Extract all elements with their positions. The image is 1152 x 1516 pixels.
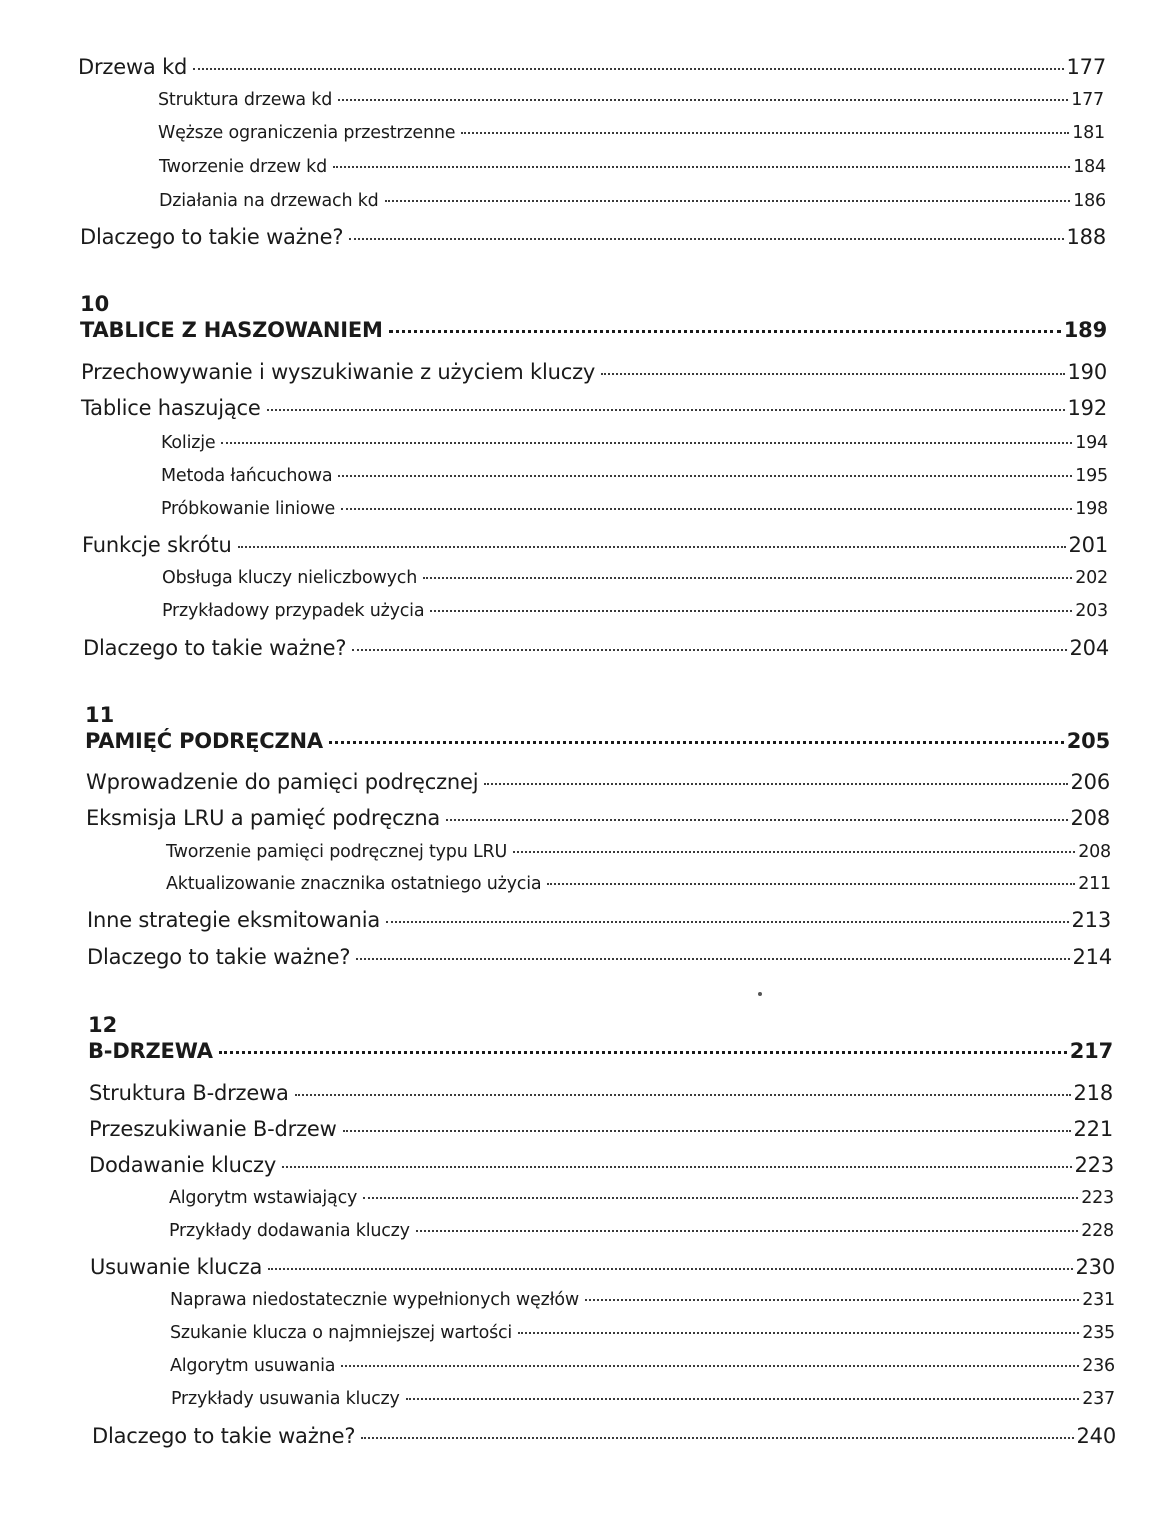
toc-entry-page: 177 [1066, 55, 1106, 79]
toc-subentry [166, 874, 1111, 894]
toc-entry-page: 223 [1081, 1188, 1114, 1208]
toc-entry [78, 55, 1106, 79]
toc-entry-title: Inne strategie eksmitowania [87, 908, 381, 932]
toc-subentry [161, 433, 1108, 453]
dot-leader [461, 132, 1069, 134]
toc-entry-page: 213 [1071, 908, 1111, 932]
toc-subentry [169, 1221, 1114, 1241]
toc-entry-title: Metoda łańcuchowa [161, 466, 333, 486]
toc-entry-page: 186 [1073, 191, 1106, 211]
dot-leader [333, 166, 1070, 168]
toc-entry-title: Kolizje [161, 433, 216, 453]
toc-entry-title: Dodawanie kluczy [89, 1153, 277, 1177]
toc-subentry [162, 601, 1108, 621]
chapter-title [88, 1039, 1113, 1063]
toc-entry-title: Działania na drzewach kd [159, 191, 379, 211]
chapter-title [80, 318, 1107, 342]
dot-leader [363, 1197, 1078, 1199]
chapter-title [85, 729, 1110, 753]
toc-entry-title: Usuwanie klucza [90, 1255, 263, 1279]
dot-leader [338, 475, 1072, 477]
toc-entry [86, 770, 1110, 794]
toc-entry [81, 360, 1107, 384]
toc-entry-title: Obsługa kluczy nieliczbowych [162, 568, 418, 588]
dot-leader [352, 649, 1066, 651]
dot-leader [282, 1166, 1071, 1168]
toc-subentry [159, 191, 1106, 211]
dot-leader [349, 238, 1063, 240]
toc-entry-title: Tworzenie drzew kd [159, 157, 328, 177]
dot-leader [423, 577, 1072, 579]
toc-entry-page: 195 [1075, 466, 1108, 486]
toc-subentry [169, 1188, 1114, 1208]
toc-entry-page: 208 [1078, 842, 1111, 862]
toc-subentry [170, 1356, 1115, 1376]
toc-entry [87, 945, 1112, 969]
toc-entry-page: 211 [1078, 874, 1111, 894]
toc-entry-page: 231 [1082, 1290, 1115, 1310]
toc-entry-title: Przykładowy przypadek użycia [162, 601, 425, 621]
toc-subentry [171, 1389, 1115, 1409]
dot-leader [484, 783, 1067, 785]
dot-leader [221, 442, 1072, 444]
toc-entry-page: 206 [1070, 770, 1110, 794]
chapter-number: 12 [88, 1013, 118, 1037]
toc-entry-page: 208 [1070, 806, 1110, 830]
toc-entry-page: 204 [1069, 636, 1109, 660]
toc-entry-page: 214 [1072, 945, 1112, 969]
toc-entry-title: Szukanie klucza o najmniejszej wartości [170, 1323, 513, 1343]
toc-subentry [158, 90, 1104, 110]
toc-entry-page: 236 [1082, 1356, 1115, 1376]
toc-entry-title: Dlaczego to takie ważne? [80, 225, 344, 249]
dot-leader [386, 921, 1068, 923]
toc-entry-page: 237 [1082, 1389, 1115, 1409]
toc-entry-title: Dlaczego to takie ważne? [87, 945, 351, 969]
dot-leader [430, 610, 1072, 612]
dot-leader [295, 1094, 1071, 1096]
toc-entry-title: Funkcje skrótu [82, 533, 232, 557]
toc-entry-title: Próbkowanie liniowe [161, 499, 336, 519]
toc-entry-title: Eksmisja LRU a pamięć podręczna [86, 806, 441, 830]
toc-entry [92, 1424, 1116, 1448]
toc-entry-title: Tablice haszujące [81, 396, 261, 420]
toc-subentry [161, 466, 1108, 486]
toc-entry-page: 198 [1075, 499, 1108, 519]
toc-entry-page: 184 [1073, 157, 1106, 177]
toc-entry-page: 235 [1082, 1323, 1115, 1343]
toc-entry-page: 192 [1067, 396, 1107, 420]
toc-entry-title: Przeszukiwanie B-drzew [89, 1117, 337, 1141]
toc-subentry [159, 157, 1106, 177]
toc-entry-title: Struktura B-drzewa [89, 1081, 289, 1105]
dot-leader [385, 200, 1071, 202]
toc-entry-page: 240 [1076, 1424, 1116, 1448]
toc-entry-title: Aktualizowanie znacznika ostatniego użycia [166, 874, 542, 894]
dot-leader [219, 1051, 1067, 1054]
dot-leader [343, 1130, 1071, 1132]
dot-leader [547, 883, 1075, 885]
toc-entry-title: Węższe ograniczenia przestrzenne [158, 123, 456, 143]
toc-entry-page: 218 [1073, 1081, 1113, 1105]
dot-leader [406, 1398, 1080, 1400]
dot-leader [341, 508, 1072, 510]
toc-entry-title: Tworzenie pamięci podręcznej typu LRU [166, 842, 508, 862]
toc-entry-page: 202 [1075, 568, 1108, 588]
toc-subentry [158, 123, 1105, 143]
toc-entry [83, 636, 1109, 660]
toc-entry [90, 1255, 1115, 1279]
scan-speck [758, 992, 762, 996]
toc-entry-page: 228 [1081, 1221, 1114, 1241]
toc-entry [86, 806, 1110, 830]
dot-leader [513, 851, 1075, 853]
dot-leader [356, 958, 1069, 960]
toc-entry-page: 223 [1074, 1153, 1114, 1177]
toc-entry [82, 533, 1108, 557]
toc-entry-title: Dlaczego to takie ważne? [92, 1424, 356, 1448]
dot-leader [601, 373, 1064, 375]
toc-entry-title: Drzewa kd [78, 55, 188, 79]
toc-entry-title: TABLICE Z HASZOWANIEM [80, 318, 383, 342]
dot-leader [585, 1299, 1079, 1301]
toc-entry-title: PAMIĘĆ PODRĘCZNA [85, 729, 323, 753]
toc-entry-page: 230 [1075, 1255, 1115, 1279]
toc-entry-title: Przykłady usuwania kluczy [171, 1389, 400, 1409]
toc-subentry [161, 499, 1108, 519]
toc-entry-page: 201 [1068, 533, 1108, 557]
toc-entry-page: 217 [1069, 1039, 1113, 1063]
toc-entry-title: Dlaczego to takie ważne? [83, 636, 347, 660]
dot-leader [268, 1268, 1072, 1270]
toc-entry-title: Wprowadzenie do pamięci podręcznej [86, 770, 479, 794]
dot-leader [238, 546, 1066, 548]
toc-entry-title: Algorytm wstawiający [169, 1188, 358, 1208]
toc-entry [89, 1153, 1114, 1177]
toc-entry [89, 1117, 1113, 1141]
dot-leader [341, 1365, 1079, 1367]
dot-leader [267, 409, 1065, 411]
toc-entry-title: B-DRZEWA [88, 1039, 213, 1063]
toc-entry-title: Przykłady dodawania kluczy [169, 1221, 410, 1241]
dot-leader [446, 819, 1067, 821]
dot-leader [193, 68, 1063, 70]
toc-entry [89, 1081, 1113, 1105]
toc-entry [80, 225, 1106, 249]
toc-entry [87, 908, 1111, 932]
toc-entry-page: 221 [1073, 1117, 1113, 1141]
toc-entry-page: 189 [1063, 318, 1107, 342]
dot-leader [338, 99, 1068, 101]
toc-entry-title: Przechowywanie i wyszukiwanie z użyciem kluczy [81, 360, 596, 384]
toc-entry-page: 190 [1067, 360, 1107, 384]
dot-leader [416, 1230, 1078, 1232]
dot-leader [329, 741, 1064, 744]
toc-subentry [170, 1323, 1115, 1343]
toc-subentry [162, 568, 1108, 588]
dot-leader [361, 1437, 1073, 1439]
chapter-number: 11 [85, 703, 115, 727]
toc-entry-page: 205 [1066, 729, 1110, 753]
toc-entry-page: 177 [1071, 90, 1104, 110]
toc-entry-page: 203 [1075, 601, 1108, 621]
toc-entry-page: 194 [1075, 433, 1108, 453]
toc-subentry [166, 842, 1111, 862]
dot-leader [389, 330, 1061, 333]
chapter-number: 10 [80, 292, 110, 316]
toc-entry-page: 188 [1066, 225, 1106, 249]
toc-subentry [170, 1290, 1115, 1310]
toc-entry-title: Algorytm usuwania [170, 1356, 336, 1376]
toc-entry-title: Struktura drzewa kd [158, 90, 333, 110]
toc-entry-title: Naprawa niedostatecznie wypełnionych węzłów [170, 1290, 579, 1310]
toc-entry [81, 396, 1107, 420]
toc-entry-page: 181 [1072, 123, 1105, 143]
dot-leader [518, 1332, 1079, 1334]
